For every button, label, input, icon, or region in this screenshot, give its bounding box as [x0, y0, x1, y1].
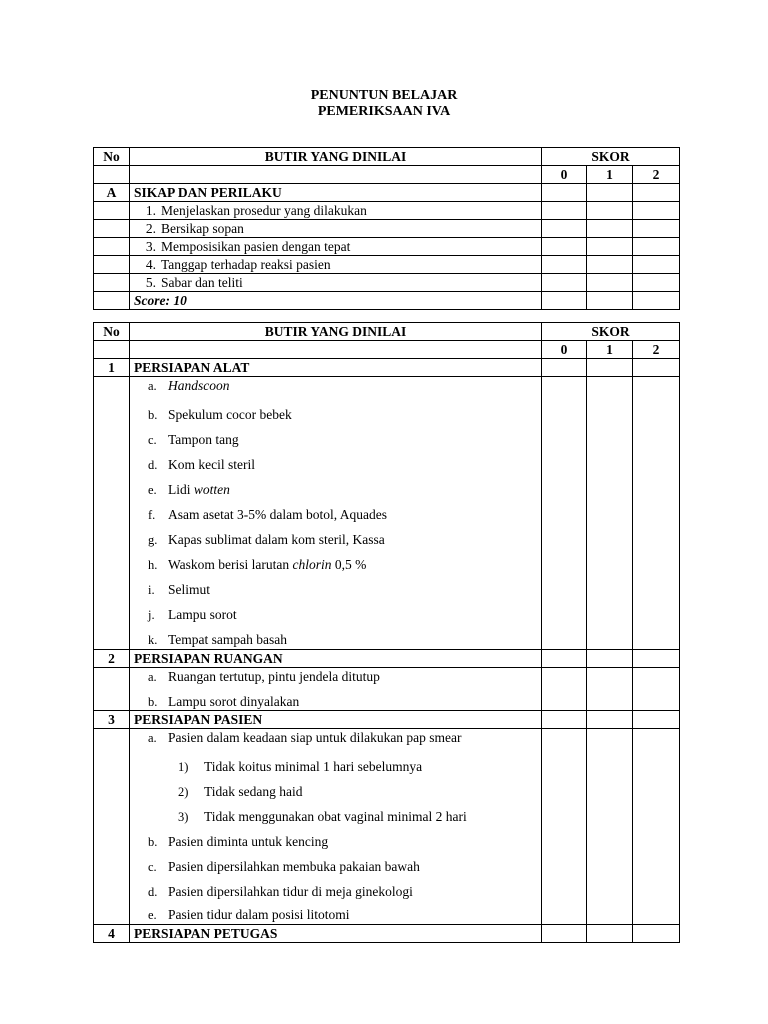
section-no: A	[94, 184, 130, 202]
item-letter: 2)	[178, 785, 189, 799]
section-label: PERSIAPAN ALAT	[130, 359, 542, 377]
item-letter: a.	[148, 731, 157, 745]
item-letter: b.	[148, 408, 158, 422]
section-no: 1	[94, 359, 130, 377]
score-cell[interactable]	[542, 359, 587, 377]
header-score-1: 1	[587, 166, 633, 184]
score-total: Score: 10	[130, 292, 542, 310]
score-cell[interactable]	[542, 668, 587, 711]
list-item	[134, 668, 537, 693]
item-letter: e.	[148, 908, 157, 922]
score-cell[interactable]	[633, 377, 680, 650]
item-number: 5.	[145, 275, 156, 290]
score-cell[interactable]	[633, 711, 680, 729]
score-cell[interactable]	[633, 184, 680, 202]
score-cell[interactable]	[587, 711, 633, 729]
item-letter: f.	[148, 508, 156, 522]
score-cell[interactable]	[587, 650, 633, 668]
score-cell[interactable]	[633, 256, 680, 274]
score-cell[interactable]	[542, 256, 587, 274]
score-cell[interactable]	[542, 184, 587, 202]
header-item-blank	[130, 341, 542, 359]
list-item	[134, 552, 537, 577]
score-cell[interactable]	[633, 650, 680, 668]
section-label: SIKAP DAN PERILAKU	[130, 184, 542, 202]
header-skor: SKOR	[542, 323, 680, 341]
table-row	[94, 238, 680, 256]
score-cell[interactable]	[633, 668, 680, 711]
header-no: No	[94, 148, 130, 166]
header-no-blank	[94, 341, 130, 359]
score-cell[interactable]	[633, 729, 680, 925]
section-label: PERSIAPAN RUANGAN	[130, 650, 542, 668]
header-score-2: 2	[633, 341, 680, 359]
score-cell[interactable]	[542, 729, 587, 925]
score-cell[interactable]	[587, 256, 633, 274]
header-score-1: 1	[587, 341, 633, 359]
score-cell[interactable]	[587, 359, 633, 377]
list-item	[134, 477, 537, 502]
list-item	[134, 577, 537, 602]
item-letter: a.	[148, 379, 157, 393]
item-letter: g.	[148, 533, 158, 547]
item-text: Bersikap sopan	[161, 221, 244, 236]
score-cell[interactable]	[587, 238, 633, 256]
item-text: Menjelaskan prosedur yang dilakukan	[161, 203, 367, 218]
section-label: PERSIAPAN PASIEN	[130, 711, 542, 729]
item-letter: 1)	[178, 760, 189, 774]
item-text: Tempat sampah basah	[168, 632, 288, 647]
header-skor: SKOR	[542, 148, 680, 166]
item-text: Pasien diminta untuk kencing	[168, 834, 329, 849]
score-cell[interactable]	[587, 202, 633, 220]
item-text: Lampu sorot dinyalakan	[168, 694, 300, 709]
item-letter: e.	[148, 483, 157, 497]
item-text: Sabar dan teliti	[161, 275, 243, 290]
score-cell[interactable]	[587, 184, 633, 202]
item-text: Kom kecil steril	[168, 457, 255, 472]
section-items-row	[94, 377, 680, 650]
table-row	[94, 220, 680, 238]
score-row	[94, 292, 680, 310]
item-text: Tampon tang	[168, 432, 239, 447]
header-item: BUTIR YANG DINILAI	[130, 148, 542, 166]
list-item	[134, 879, 537, 904]
score-cell[interactable]	[587, 220, 633, 238]
assessment-table-attitude	[93, 147, 680, 310]
item-letter: d.	[148, 458, 158, 472]
score-cell[interactable]	[542, 925, 587, 943]
score-cell[interactable]	[633, 238, 680, 256]
score-cell[interactable]	[542, 202, 587, 220]
header-item: BUTIR YANG DINILAI	[130, 323, 542, 341]
list-item	[134, 906, 537, 924]
list-item	[134, 804, 537, 829]
item-text: Waskom berisi larutan	[168, 557, 293, 572]
list-item	[134, 829, 537, 854]
score-cell[interactable]	[633, 359, 680, 377]
score-cell[interactable]	[587, 925, 633, 943]
section-no: 4	[94, 925, 130, 943]
list-item	[134, 527, 537, 552]
header-score-0: 0	[542, 341, 587, 359]
list-item	[134, 693, 537, 710]
score-cell[interactable]	[587, 377, 633, 650]
score-cell[interactable]	[542, 292, 587, 310]
score-cell[interactable]	[542, 650, 587, 668]
score-cell[interactable]	[587, 729, 633, 925]
item-text: Pasien tidur dalam posisi litotomi	[168, 907, 350, 922]
list-item	[134, 631, 537, 649]
section-label: PERSIAPAN PETUGAS	[130, 925, 542, 943]
item-text: Spekulum cocor bebek	[168, 407, 292, 422]
item-text: Asam asetat 3-5% dalam botol, Aquades	[168, 507, 387, 522]
table-row	[94, 274, 680, 292]
item-text: Tidak koitus minimal 1 hari sebelumnya	[204, 759, 423, 774]
section-items-row	[94, 668, 680, 711]
item-number: 3.	[145, 239, 156, 254]
section-items-row	[94, 729, 680, 925]
table-row	[94, 256, 680, 274]
score-cell[interactable]	[633, 274, 680, 292]
header-no: No	[94, 323, 130, 341]
item-letter: a.	[148, 670, 157, 684]
item-number: 1.	[145, 203, 156, 218]
item-letter: b.	[148, 835, 158, 849]
score-cell[interactable]	[587, 292, 633, 310]
item-letter: c.	[148, 860, 157, 874]
section-no: 3	[94, 711, 130, 729]
item-text: Pasien dipersilahkan membuka pakaian bawah	[168, 859, 420, 874]
section-no: 2	[94, 650, 130, 668]
item-text: Ruangan tertutup, pintu jendela ditutup	[168, 669, 380, 684]
item-text: Selimut	[168, 582, 211, 597]
item-text-suffix: 0,5 %	[331, 557, 367, 572]
list-item	[134, 854, 537, 879]
score-cell[interactable]	[587, 274, 633, 292]
table-row	[94, 202, 680, 220]
document-title-line1: PENUNTUN BELAJAR	[310, 88, 458, 103]
header-score-2: 2	[633, 166, 680, 184]
document-title-line2: PEMERIKSAAN IVA	[317, 104, 451, 119]
item-text: Tidak sedang haid	[204, 784, 303, 799]
score-cell[interactable]	[542, 274, 587, 292]
item-text: Kapas sublimat dalam kom steril, Kassa	[168, 532, 385, 547]
item-text: Tidak menggunakan obat vaginal minimal 2 hari	[204, 809, 467, 824]
list-item	[134, 754, 537, 779]
list-item	[134, 729, 537, 754]
score-cell[interactable]	[633, 925, 680, 943]
list-item	[134, 402, 537, 427]
score-cell[interactable]	[542, 711, 587, 729]
item-number: 4.	[145, 257, 156, 272]
item-text: Pasien dalam keadaan siap untuk dilakukan pap smear	[168, 730, 462, 745]
item-letter: j.	[148, 608, 155, 622]
header-item-blank	[130, 166, 542, 184]
item-letter: h.	[148, 558, 158, 572]
item-letter: 3)	[178, 810, 189, 824]
score-cell[interactable]	[542, 377, 587, 650]
item-text: Handscoon	[168, 378, 230, 393]
score-cell[interactable]	[587, 668, 633, 711]
item-text-italic: chlorin	[292, 557, 332, 572]
item-letter: c.	[148, 433, 157, 447]
list-item	[134, 779, 537, 804]
list-item	[134, 377, 537, 402]
item-text: Tanggap terhadap reaksi pasien	[161, 257, 331, 272]
item-text: Memposisikan pasien dengan tepat	[161, 239, 351, 254]
item-text: Lampu sorot	[168, 607, 237, 622]
score-cell[interactable]	[633, 220, 680, 238]
assessment-table-preparation	[93, 322, 680, 943]
item-number: 2.	[145, 221, 156, 236]
list-item	[134, 602, 537, 627]
item-text-italic: wotten	[193, 482, 230, 497]
score-cell[interactable]	[633, 292, 680, 310]
header-no-blank	[94, 166, 130, 184]
header-score-0: 0	[542, 166, 587, 184]
item-letter: b.	[148, 695, 158, 709]
list-item	[134, 427, 537, 452]
list-item	[134, 502, 537, 527]
item-letter: d.	[148, 885, 158, 899]
item-text: Pasien dipersilahkan tidur di meja ginekologi	[168, 884, 413, 899]
score-cell[interactable]	[633, 202, 680, 220]
score-cell[interactable]	[542, 238, 587, 256]
item-letter: i.	[148, 583, 155, 597]
item-text: Lidi	[168, 482, 194, 497]
score-cell[interactable]	[542, 220, 587, 238]
item-letter: k.	[148, 633, 158, 647]
list-item	[134, 452, 537, 477]
